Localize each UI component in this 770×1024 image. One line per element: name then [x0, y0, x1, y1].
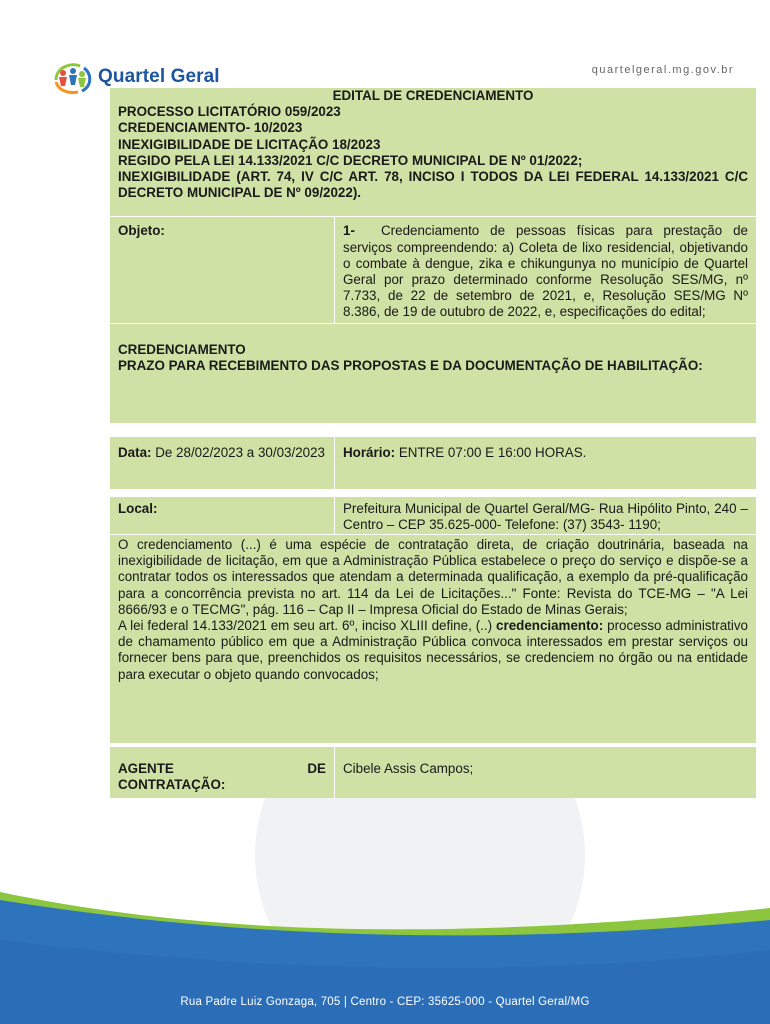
horario-label: Horário: [343, 444, 396, 460]
edital-header-cell [110, 88, 756, 216]
prazo-row [110, 323, 756, 423]
agente-label-b: DE [307, 761, 326, 777]
prazo-cell [110, 324, 756, 423]
objeto-value [334, 217, 756, 322]
logo-text: Quartel Geral [98, 66, 220, 87]
citacao-paragraph-1: O credenciamento (...) é uma espécie de contratação direta, de criação doutrinária, baseada na inexigibilidade de licitação, em que a Administração Pública estabelece o preço do serviço e dispõe-se a contratar todos os interessados que atendam a determinada qualificação, a exemplo da pré-qualificação para a concorrência prevista no art. 114 da Lei de Licitações..." Fonte: Revista do TCE-MG – "A Lei 8666/93 e o TECMG", pág. 116 – Cap II – Impresa Oficial do Estado de Minas Gerais; [118, 537, 748, 617]
objeto-row [110, 216, 756, 322]
prazo-heading: CREDENCIAMENTO [118, 341, 246, 357]
edital-line-regido: REGIDO PELA LEI 14.133/2021 C/C DECRETO MUNICIPAL DE Nº 01/2022; [118, 152, 583, 168]
data-value: De 28/02/2023 a 30/03/2023 [155, 444, 325, 460]
horario-cell [334, 437, 756, 489]
objeto-label: Objeto: [110, 217, 334, 322]
local-row [110, 489, 756, 534]
citacao-row [110, 534, 756, 743]
citacao-p2-after: processo administrativo de chamamento público em que a Administração Pública convoca interessados em prestar serviços ou fornecer bens para que, preenchidos os requisitos necessários, se credenciem no órgão ou na entidade para executar o objeto quando convocados; [118, 618, 749, 682]
edital-table [110, 88, 756, 798]
edital-line-inexigibilidade: INEXIGIBILIDADE DE LICITAÇÃO 18/2023 [118, 136, 381, 152]
agente-value: Cibele Assis Campos; [334, 747, 756, 798]
citacao-cell [110, 535, 756, 743]
data-row [110, 423, 756, 489]
citacao-p2-bold: credenciamento: [496, 618, 604, 634]
edital-line-artigos: INEXIGIBILIDADE (ART. 74, IV C/C ART. 78, INCISO I TODOS DA LEI FEDERAL 14.133/2021 C/C DECRETO MUNICIPAL DE Nº 09/2022). [118, 169, 748, 201]
local-value: Prefeitura Municipal de Quartel Geral/MG- Rua Hipólito Pinto, 240 – Centro – CEP 35.625-000- Telefone: (37) 3543- 1190; [334, 497, 756, 534]
agente-row [110, 743, 756, 798]
citacao-p2-before: A lei federal 14.133/2021 em seu art. 6º, inciso XLIII define, (..) [118, 618, 493, 634]
objeto-text: Credenciamento de pessoas físicas para prestação de serviços compreendendo: a) Coleta de lixo residencial, objetivando o combate à dengue, zika e chikungunya no município de Quartel Geral por prazo determinado conforme Resolução SES/MG, nº 7.733, de 22 de setembro de 2021, e, Resolução SES/MG Nº 8.386, de 19 de outubro de 2022, e, especificações do edital; [343, 223, 748, 320]
site-url[interactable]: quartelgeral.mg.gov.br [591, 64, 734, 76]
agente-label-c: CONTRATAÇÃO: [118, 777, 226, 793]
footer-address: Rua Padre Luiz Gonzaga, 705 | Centro - CEP: 35625-000 - Quartel Geral/MG [180, 996, 590, 1008]
agente-label [110, 747, 334, 798]
data-cell [110, 437, 334, 489]
horario-value: ENTRE 07:00 E 16:00 HORAS. [398, 444, 587, 460]
local-label: Local: [110, 497, 334, 534]
edital-line-processo: PROCESSO LICITATÓRIO 059/2023 [118, 104, 341, 120]
objeto-number: 1- [343, 223, 355, 239]
edital-title: EDITAL DE CREDENCIAMENTO [332, 88, 534, 103]
edital-line-credenciamento: CREDENCIAMENTO- 10/2023 [118, 120, 303, 136]
logo-people-icon [50, 60, 96, 94]
prazo-subheading: PRAZO PARA RECEBIMENTO DAS PROPOSTAS E DA DOCUMENTAÇÃO DE HABILITAÇÃO: [118, 357, 703, 373]
data-label: Data: [118, 444, 152, 460]
edital-header-row [110, 88, 756, 216]
citacao-paragraph-2 [118, 618, 748, 683]
agente-label-a: AGENTE [118, 761, 174, 777]
